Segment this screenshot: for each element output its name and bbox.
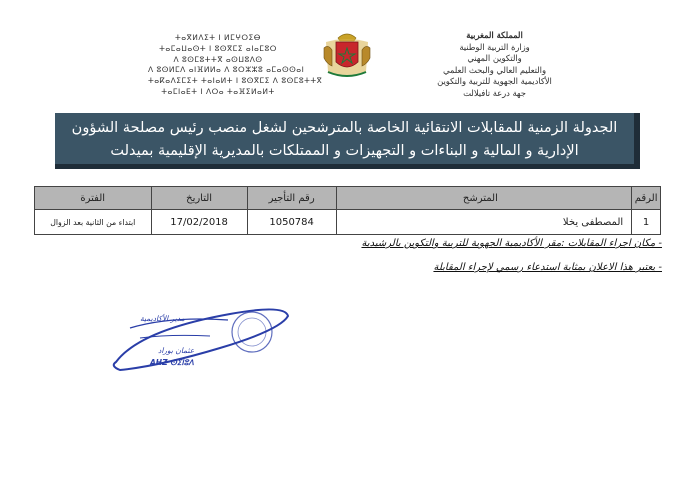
note-official-summons: - يعتبر هذا الاعلان بمثابة استدعاء رسمي لإجراء المقابلة [433, 262, 662, 273]
note-interview-location: - مكان اجراء المقابلات :مقر الأكاديمية الجهوية للتربية والتكوين بالرشيدية [361, 238, 662, 249]
header-line: وزارة التربية الوطنية [459, 41, 530, 52]
table-header-row [35, 187, 661, 210]
column-header-candidate: المترشح [336, 187, 632, 210]
table-row [35, 210, 661, 235]
signer-name: عثمان بوراد [158, 346, 195, 355]
header-line: ⵜⴰⴽⴰⴷⵉⵎⵉⵜ ⵜⴰⵏⴰⵍⵜ ⵏ ⵓⵙⴳⵎⵉ ⴷ ⵓⵙⵎⵓⵜⵜⴳ [148, 76, 323, 86]
header-line: والتكوين المهني [467, 53, 522, 63]
cell-payroll-number: 1050784 [247, 210, 336, 235]
ministry-header-arabic [407, 30, 582, 99]
column-header-period: الفترة [35, 187, 152, 210]
cell-candidate: المصطفى يخلا [336, 210, 632, 235]
column-header-number: الرقم [632, 187, 661, 210]
title-line-1: الجدولة الزمنية للمقابلات الانتقائية الخاصة بالمترشحين لشغل منصب رئيس مصلحة الشؤون [71, 120, 618, 136]
signer-id: AHZ ⵙⵉⵏⵓⴷ [150, 358, 194, 367]
stamp-title: مدير الأكاديمية [140, 314, 185, 323]
announcement-title [55, 113, 640, 169]
header-line: المملكة المغربية [466, 30, 523, 40]
cell-period: ابتداء من الثانية بعد الزوال [35, 210, 152, 235]
header-line: ⴷ ⵓⵙⵍⵎⴷ ⴰⵏⴼⵍⵍⴰ ⴷ ⵓⵔⵣⵣⵓ ⴰⵎⴰⵙⵙⴰⵏ [148, 65, 305, 75]
signature-icon [110, 300, 300, 380]
header-line: ⴷ ⵓⵙⵎⵓⵜⵜⴳ ⴰⵙⵡⵓⴷⵙ [173, 54, 263, 64]
header-line: ⵜⴰⴳⵍⴷⵉⵜ ⵏ ⵍⵎⵖⵔⵉⴱ [175, 33, 261, 42]
cell-number: 1 [632, 210, 661, 235]
ministry-header-tifinagh [148, 33, 323, 98]
column-header-payroll-number: رقم التأجير [247, 187, 336, 210]
header-line: ⵜⴰⵎⴰⵡⴰⵙⵜ ⵏ ⵓⵙⴳⵎⵉ ⴰⵏⴰⵎⵓⵔ [159, 43, 277, 53]
interview-schedule-table [34, 186, 661, 235]
column-header-date: التاريخ [151, 187, 247, 210]
header-line: جهة درعة تافيلالت [463, 87, 526, 98]
title-line-2: الإدارية و المالية و البناءات و التجهيزات و الممتلكات بالمديرية الإقليمية بميدلت [110, 143, 579, 159]
header-line: والتعليم العالي والبحث العلمي [443, 64, 546, 75]
cell-date: 17/02/2018 [151, 210, 247, 235]
header-line: ⵜⴰⵎⵏⴰⴹⵜ ⵏ ⴷⵔⴰ ⵜⴰⴼⵉⵍⴰⵍⵜ [161, 86, 275, 96]
signature-stamp [110, 300, 300, 380]
header-line: الأكاديمية الجهوية للتربية والتكوين [437, 76, 552, 86]
coat-of-arms-icon [318, 28, 376, 80]
